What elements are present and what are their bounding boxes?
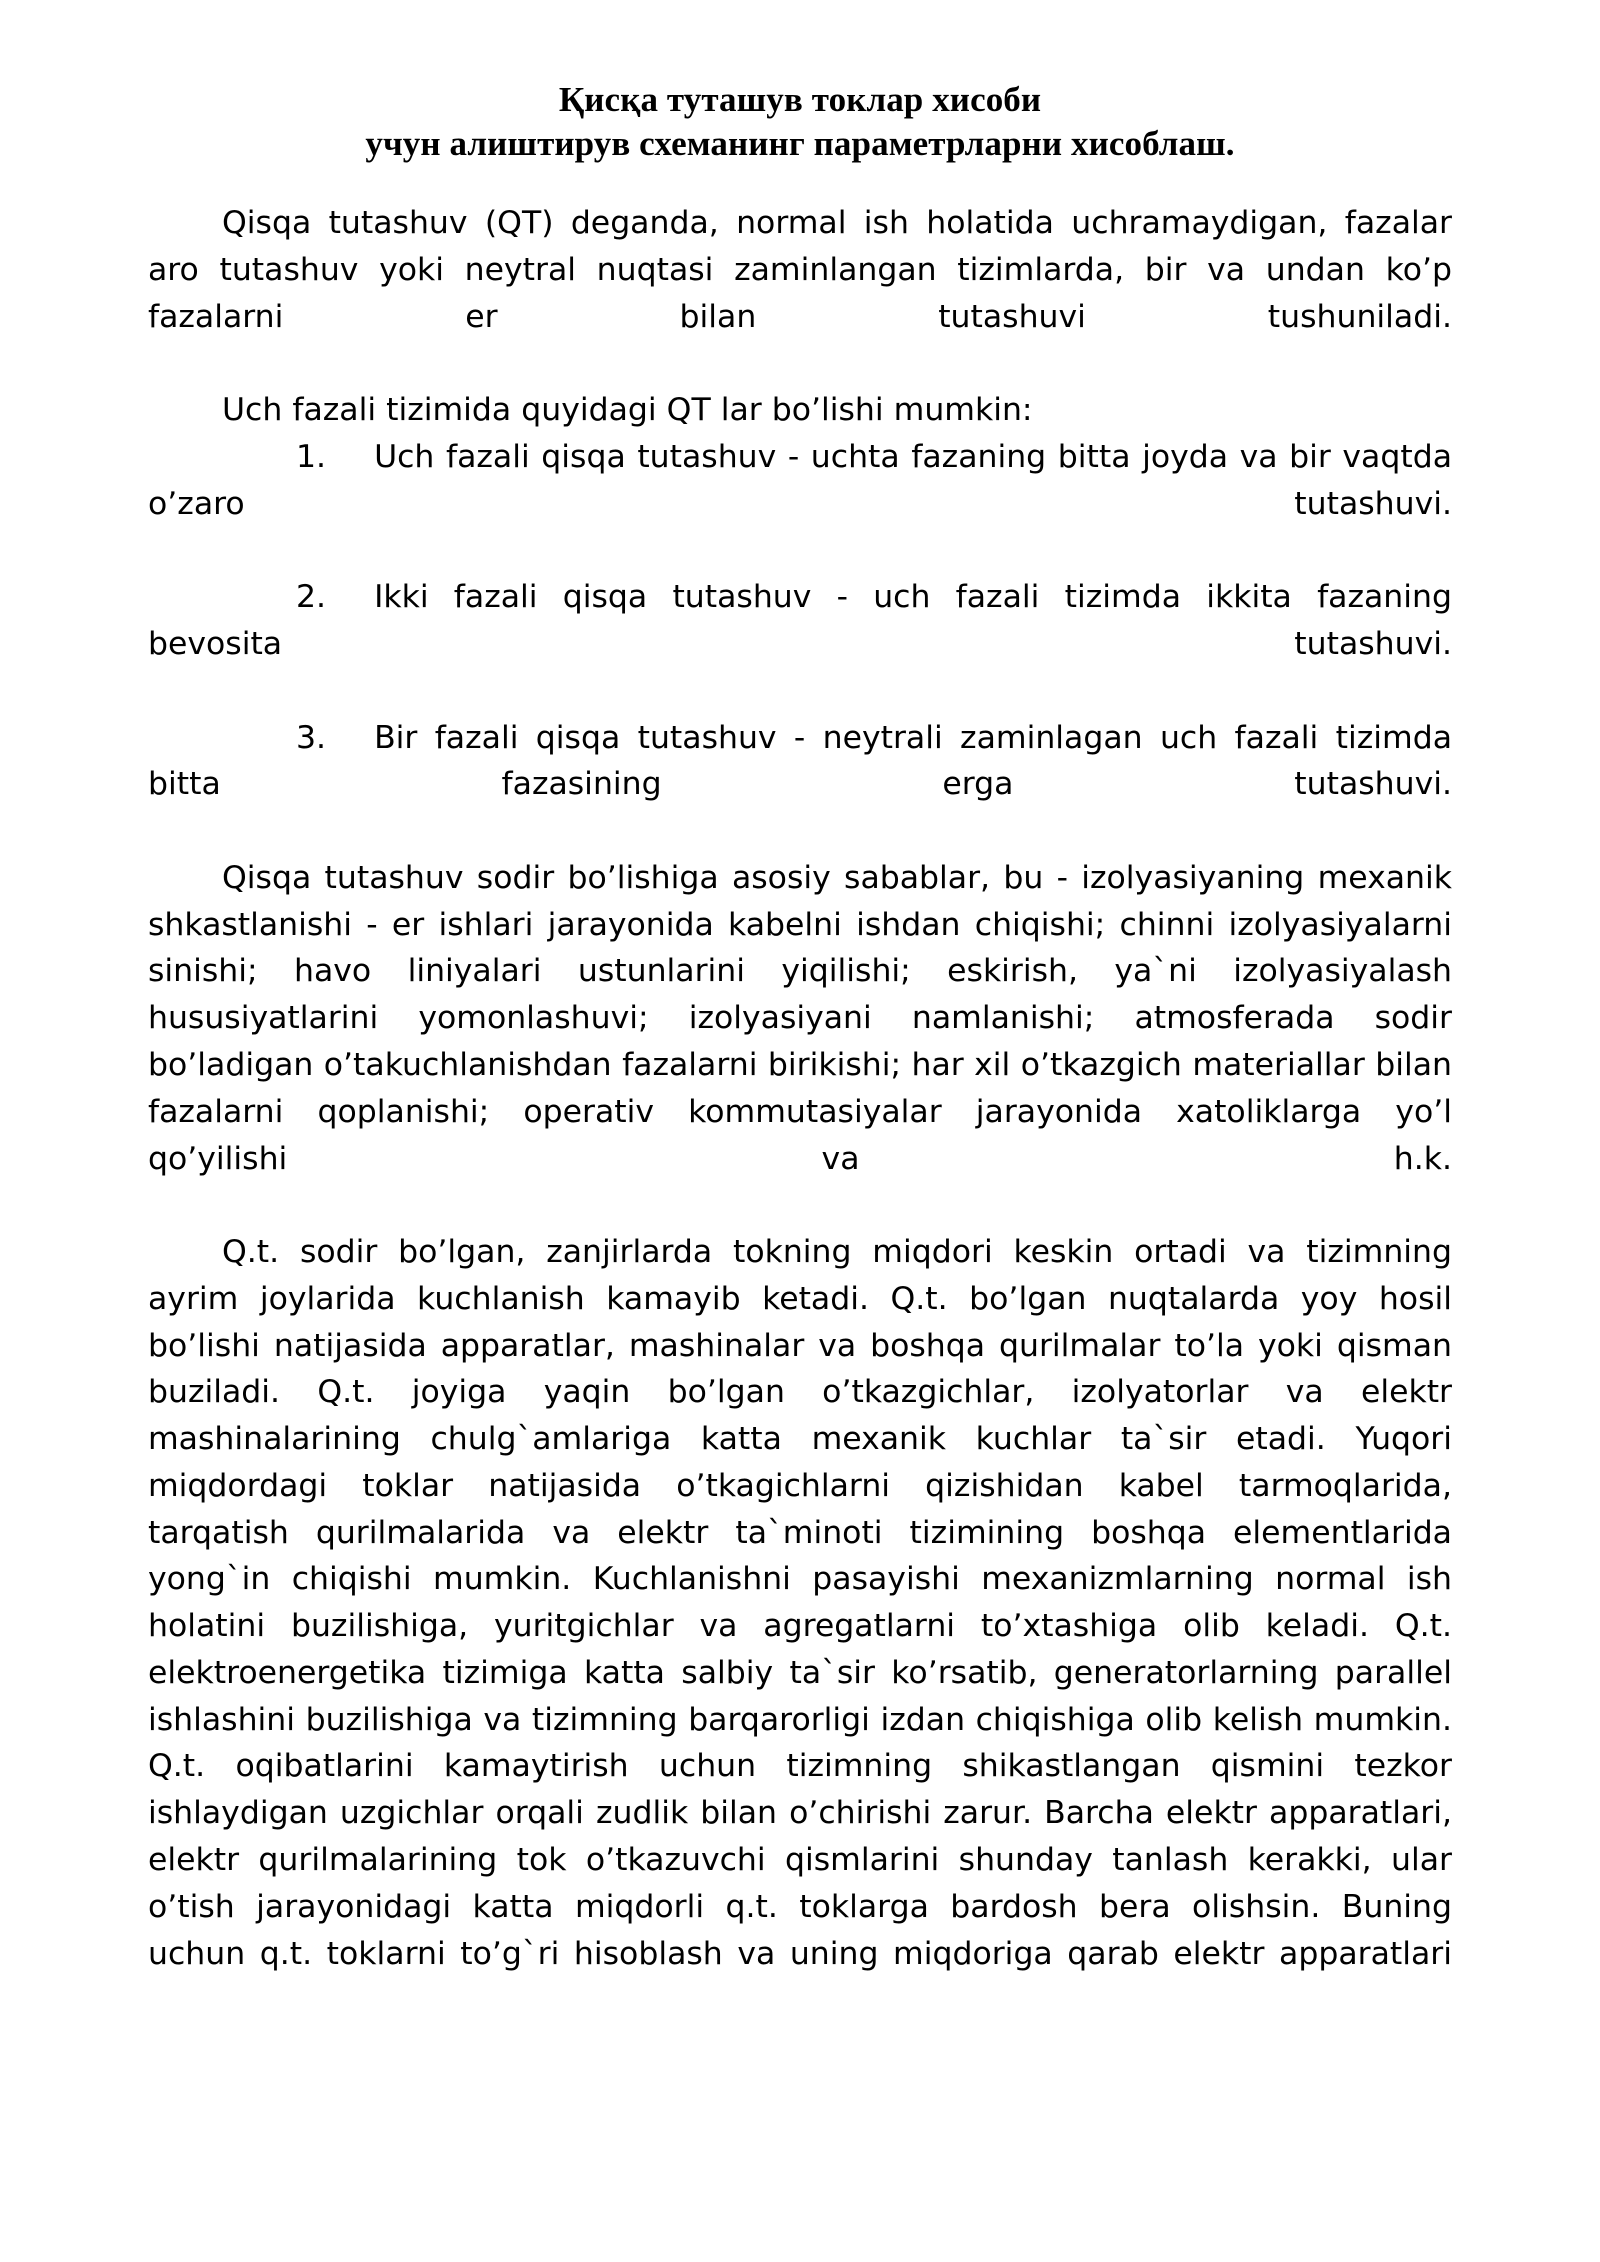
page-title-line-2: учун алиштирув схеманинг параметрларни хисоблаш. (365, 124, 1235, 164)
list-item (148, 574, 1452, 714)
list-item-text: Ikki fazali qisqa tutashuv - uch fazali tizimda ikkita fazaning bevosita tutashuvi. (148, 579, 1452, 663)
page-title-line-1: Қисқа туташув токлар хисоби (558, 80, 1042, 119)
list-item (148, 434, 1452, 574)
paragraph-consequences: Q.t. sodir bo’lgan, zanjirlarda tokning miqdori keskin ortadi va tizimning ayrim joylarida kuchlanish kamayib ketadi. Q.t. bo’lgan nuqtalarda yoy hosil bo’lishi natijasida apparatlar, mashinalar va boshqa qurilmalar to’la yoki qisman buziladi. Q.t. joyiga yaqin bo’lgan o’tkazgichlar, izolyatorlar va elektr mashinalarining chulg`amlariga katta mexanik kuchlar ta`sir etadi. Yuqori miqdordagi toklar natijasida o’tkagichlarni qizishidan kabel tarmoqlarida, tarqatish qurilmalarida va elektr ta`minoti tizimining boshqa elementlarida yong`in chiqishi mumkin. Kuchlanishni pasayishi mexanizmlarning normal ish holatini buzilishiga, yuritgichlar va agregatlarni to’xtashiga olib keladi. Q.t. elektroenergetika tizimiga katta salbiy ta`sir ko’rsatib, generatorlarning parallel ishlashini buzilishiga va tizimning barqarorligi izdan chiqishiga olib kelish mumkin. Q.t. oqibatlarini kamaytirish uchun tizimning shikastlangan qismini tezkor ishlaydigan uzgichlar orqali zudlik bilan o’chirishi zarur. Barcha elektr apparatlari, elektr qurilmalarining tok o’tkazuvchi qismlarini shunday tanlash kerakki, ular o’tish jarayonidagi katta miqdorli q.t. toklarga bardosh bera olishsin. Buning uchun q.t. toklarni to’g`ri hisoblash va uning miqdoriga qarab elektr apparatlari (148, 1234, 1452, 1972)
list-item-number: 1. (296, 439, 327, 476)
list-item-text: Bir fazali qisqa tutashuv - neytrali zaminlagan uch fazali tizimda bitta fazasining erga tutashuvi. (148, 719, 1452, 803)
paragraph-definition: Qisqa tutashuv (QT) deganda, normal ish holatida uchramaydigan, fazalar aro tutashuv yoki neytral nuqtasi zaminlangan tizimlarda, bir va undan ko’p fazalarni er bilan tutashuvi tushuniladi. (148, 205, 1452, 335)
page-title (148, 78, 1452, 166)
list-item-number: 3. (296, 719, 327, 756)
paragraph-causes: Qisqa tutashuv sodir bo’lishiga asosiy sabablar, bu - izolyasiyaning mexanik shkastlanishi - er ishlari jarayonida kabelni ishdan chiqishi; chinni izolyasiyalarni sinishi; havo liniyalari ustunlarini yiqilishi; eskirish, ya`ni izolyasiyalash hususiyatlarini yomonlashuvi; izolyasiyani namlanishi; atmosferada sodir bo’ladigan o’takuchlanishdan fazalarni birikishi; har xil o’tkazgich materiallar bilan fazalarni qoplanishi; operativ kommutasiyalar jarayonida xatoliklarga yo’l qo’yilishi va h.k. (148, 859, 1452, 1177)
list-item-text: Uch fazali qisqa tutashuv - uchta fazaning bitta joyda va bir vaqtda o’zaro tutashuvi. (148, 439, 1452, 522)
list-item-number: 2. (296, 579, 327, 616)
list-item (148, 715, 1452, 855)
paragraph-list-intro: Uch fazali tizimida quyidagi QT lar bo’lishi mumkin: (222, 392, 1033, 429)
document-body (148, 200, 1452, 2024)
